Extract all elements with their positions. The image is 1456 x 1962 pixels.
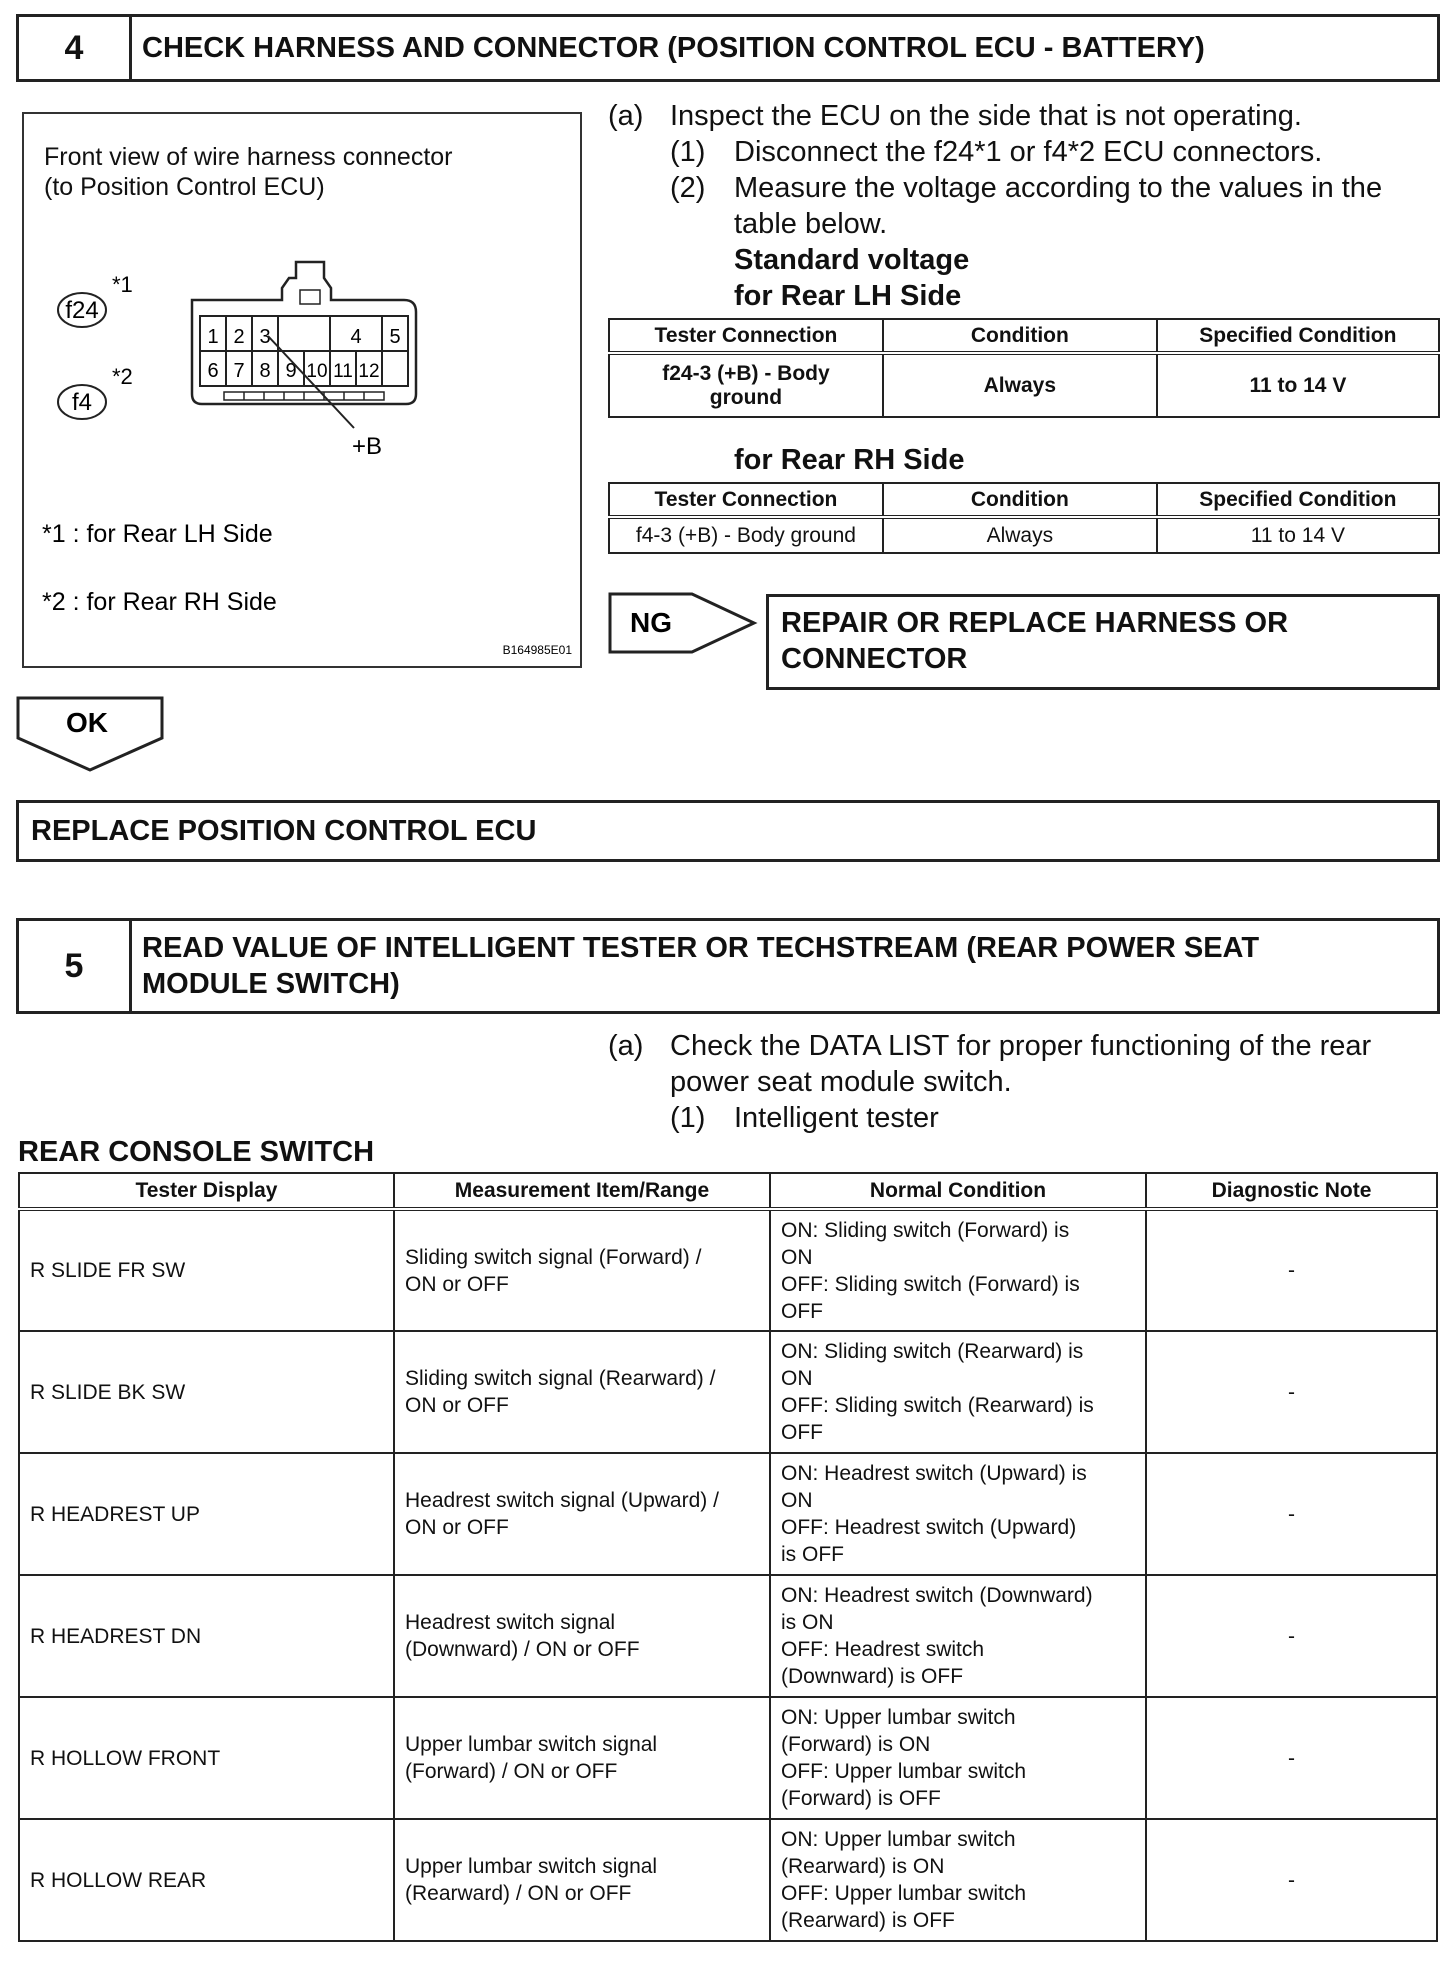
- lh-side-heading: for Rear LH Side: [734, 280, 962, 312]
- pin-10: 10: [306, 361, 328, 382]
- instruction-a-text: Inspect the ECU on the side that is not operating.: [670, 100, 1302, 132]
- step-number: 4: [19, 17, 132, 79]
- step-title: [132, 921, 1269, 1011]
- cell-normal-condition: [770, 1697, 1146, 1819]
- table-row: [609, 517, 1439, 553]
- header-tester-display: Tester Display: [19, 1173, 394, 1209]
- step-title-line1: READ VALUE OF INTELLIGENT TESTER OR TECHSTREAM (REAR POWER SEAT: [142, 932, 1260, 964]
- rh-cell-condition: Always: [883, 517, 1157, 553]
- step-title-line2: MODULE SWITCH): [142, 968, 400, 1000]
- instruction-2-label: (2): [670, 172, 706, 204]
- rh-cell-connection: f4-3 (+B) - Body ground: [609, 517, 883, 553]
- normal-condition-line: (Downward) is OFF: [781, 1665, 964, 1688]
- pin-9: 9: [285, 360, 297, 382]
- step-4-instructions: [608, 98, 1438, 314]
- ok-result-text: REPLACE POSITION CONTROL ECU: [31, 815, 537, 847]
- measurement-line: (Rearward) / ON or OFF: [405, 1882, 632, 1905]
- instruction-1-text: Disconnect the f24*1 or f4*2 ECU connectors.: [734, 136, 1323, 168]
- lh-header-condition: Condition: [883, 319, 1157, 353]
- measurement-line: Sliding switch signal (Rearward) /: [405, 1367, 716, 1390]
- cell-measurement: [394, 1819, 770, 1941]
- measurement-line: Upper lumbar switch signal: [405, 1733, 658, 1756]
- normal-condition-line: OFF: Headrest switch: [781, 1638, 985, 1661]
- normal-condition-line: OFF: Upper lumbar switch: [781, 1882, 1027, 1905]
- pin-5: 5: [389, 326, 401, 348]
- normal-condition-line: (Forward) is OFF: [781, 1787, 941, 1810]
- normal-condition-line: is ON: [781, 1611, 834, 1634]
- table-row: [19, 1331, 1437, 1453]
- rh-side-heading: for Rear RH Side: [734, 444, 965, 476]
- cell-diagnostic-note: -: [1146, 1209, 1437, 1331]
- ng-result-box: [766, 594, 1440, 690]
- measurement-line: (Forward) / ON or OFF: [405, 1760, 618, 1783]
- rh-cell-specified: 11 to 14 V: [1157, 517, 1439, 553]
- cell-measurement: [394, 1331, 770, 1453]
- normal-condition-line: OFF: Upper lumbar switch: [781, 1760, 1027, 1783]
- step-title: CHECK HARNESS AND CONNECTOR (POSITION CONTROL ECU - BATTERY): [142, 32, 1205, 64]
- pin-8: 8: [259, 360, 271, 382]
- normal-condition-line: ON: [781, 1367, 813, 1390]
- cell-normal-condition: [770, 1575, 1146, 1697]
- ok-label: OK: [66, 707, 108, 738]
- connector-f24-note: *1: [112, 272, 133, 297]
- cell-diagnostic-note: -: [1146, 1819, 1437, 1941]
- pin-1: 1: [207, 326, 219, 348]
- figure-id: B164985E01: [502, 643, 572, 657]
- normal-condition-line: ON: Headrest switch (Upward) is: [781, 1462, 1087, 1485]
- console-switch-table: [18, 1172, 1438, 1942]
- connector-f24-label: f24: [65, 297, 99, 324]
- cell-normal-condition: [770, 1331, 1146, 1453]
- pin-3: 3: [259, 326, 271, 348]
- lh-header-specified: Specified Condition: [1157, 319, 1439, 353]
- normal-condition-line: ON: Sliding switch (Rearward) is: [781, 1340, 1084, 1363]
- cell-normal-condition: [770, 1453, 1146, 1575]
- cell-tester-display: R HEADREST UP: [19, 1453, 394, 1575]
- cell-tester-display: R HEADREST DN: [19, 1575, 394, 1697]
- instruction-a-text: Check the DATA LIST for proper functioning of the rear: [670, 1030, 1372, 1062]
- cell-diagnostic-note: -: [1146, 1331, 1437, 1453]
- normal-condition-line: ON: [781, 1245, 813, 1269]
- cell-tester-display: R SLIDE BK SW: [19, 1331, 394, 1453]
- normal-condition-line: (Rearward) is ON: [781, 1855, 945, 1878]
- cell-diagnostic-note: -: [1146, 1697, 1437, 1819]
- measurement-line: Upper lumbar switch signal: [405, 1855, 658, 1878]
- rh-header-condition: Condition: [883, 483, 1157, 517]
- ng-result-line1: REPAIR OR REPLACE HARNESS OR: [781, 607, 1289, 639]
- cell-tester-display: R SLIDE FR SW: [19, 1209, 394, 1331]
- header-measurement: Measurement Item/Range: [394, 1173, 770, 1209]
- rh-header-specified: Specified Condition: [1157, 483, 1439, 517]
- cell-measurement: [394, 1697, 770, 1819]
- measurement-line: ON or OFF: [405, 1272, 509, 1296]
- instruction-a-label: (a): [608, 1030, 644, 1062]
- normal-condition-line: OFF: Headrest switch (Upward): [781, 1516, 1077, 1539]
- pin-6: 6: [207, 360, 219, 382]
- instruction-a-text-cont: power seat module switch.: [670, 1066, 1012, 1098]
- normal-condition-line: is OFF: [781, 1543, 844, 1566]
- normal-condition-line: OFF: Sliding switch (Rearward) is: [781, 1394, 1094, 1417]
- normal-condition-line: (Forward) is ON: [781, 1733, 931, 1756]
- lh-header-connection: Tester Connection: [609, 319, 883, 353]
- measurement-line: ON or OFF: [405, 1516, 509, 1539]
- header-normal-condition: Normal Condition: [770, 1173, 1146, 1209]
- measurement-line: ON or OFF: [405, 1394, 509, 1417]
- rh-header-connection: Tester Connection: [609, 483, 883, 517]
- instruction-2-text-cont: table below.: [734, 208, 888, 240]
- rh-spec-table: [608, 482, 1440, 554]
- figure-note-1: *1 : for Rear LH Side: [42, 520, 273, 548]
- step-5-header: [16, 918, 1440, 1014]
- normal-condition-line: ON: [781, 1489, 813, 1512]
- instruction-2-text: Measure the voltage according to the values in the: [734, 172, 1383, 204]
- table-row: [609, 353, 1439, 417]
- console-table-title: REAR CONSOLE SWITCH: [18, 1136, 375, 1168]
- figure-note-2: *2 : for Rear RH Side: [42, 588, 277, 616]
- normal-condition-line: ON: Upper lumbar switch: [781, 1706, 1016, 1729]
- connector-f4-note: *2: [112, 364, 133, 389]
- connector-diagram: [24, 114, 580, 666]
- table-row: [19, 1697, 1437, 1819]
- cell-tester-display: R HOLLOW FRONT: [19, 1697, 394, 1819]
- header-diagnostic-note: Diagnostic Note: [1146, 1173, 1437, 1209]
- normal-condition-line: ON: Headrest switch (Downward): [781, 1584, 1093, 1607]
- pin-4: 4: [350, 326, 362, 348]
- terminal-label: +B: [352, 433, 383, 460]
- standard-voltage-heading: Standard voltage: [734, 244, 970, 276]
- measurement-line: Headrest switch signal: [405, 1611, 616, 1634]
- measurement-line: Sliding switch signal (Forward) /: [405, 1245, 702, 1269]
- measurement-line: (Downward) / ON or OFF: [405, 1638, 640, 1661]
- instruction-1-label: (1): [670, 1102, 706, 1134]
- lh-cell-specified: 11 to 14 V: [1157, 353, 1439, 417]
- normal-condition-line: ON: Sliding switch (Forward) is: [781, 1218, 1070, 1242]
- cell-diagnostic-note: -: [1146, 1575, 1437, 1697]
- ng-result-line2: CONNECTOR: [781, 643, 968, 675]
- measurement-line: Headrest switch signal (Upward) /: [405, 1489, 719, 1512]
- table-row: [19, 1209, 1437, 1331]
- instruction-1-label: (1): [670, 136, 706, 168]
- instruction-1-text: Intelligent tester: [734, 1102, 939, 1134]
- step-5-instructions: [608, 1028, 1438, 1136]
- normal-condition-line: OFF: Sliding switch (Forward) is: [781, 1272, 1080, 1296]
- cell-tester-display: R HOLLOW REAR: [19, 1819, 394, 1941]
- normal-condition-line: ON: Upper lumbar switch: [781, 1828, 1016, 1851]
- ng-label: NG: [630, 607, 672, 638]
- pin-7: 7: [233, 360, 245, 382]
- pin-11: 11: [333, 361, 353, 382]
- table-row: [19, 1575, 1437, 1697]
- figure-caption-line2: (to Position Control ECU): [44, 173, 325, 201]
- cell-measurement: [394, 1453, 770, 1575]
- normal-condition-line: OFF: [781, 1299, 823, 1323]
- lh-cell-condition: Always: [883, 353, 1157, 417]
- cell-normal-condition: [770, 1819, 1146, 1941]
- connector-f4-label: f4: [71, 389, 93, 416]
- ng-arrow: [608, 592, 758, 654]
- ok-result-box: [16, 800, 1440, 862]
- figure-caption-line1: Front view of wire harness connector: [44, 143, 453, 171]
- pin-12: 12: [358, 361, 380, 382]
- instruction-a-label: (a): [608, 100, 644, 132]
- cell-measurement: [394, 1209, 770, 1331]
- cell-normal-condition: [770, 1209, 1146, 1331]
- step-number: 5: [19, 921, 132, 1011]
- table-row: [19, 1453, 1437, 1575]
- cell-measurement: [394, 1575, 770, 1697]
- ok-arrow: [16, 696, 166, 774]
- normal-condition-line: OFF: [781, 1421, 823, 1444]
- step-4-header: [16, 14, 1440, 82]
- normal-condition-line: (Rearward) is OFF: [781, 1909, 955, 1932]
- cell-diagnostic-note: -: [1146, 1453, 1437, 1575]
- pin-2: 2: [233, 326, 245, 348]
- table-row: [19, 1819, 1437, 1941]
- lh-cell-connection: f24-3 (+B) - Body ground: [609, 353, 883, 417]
- connector-figure: [22, 112, 582, 668]
- lh-spec-table: [608, 318, 1440, 418]
